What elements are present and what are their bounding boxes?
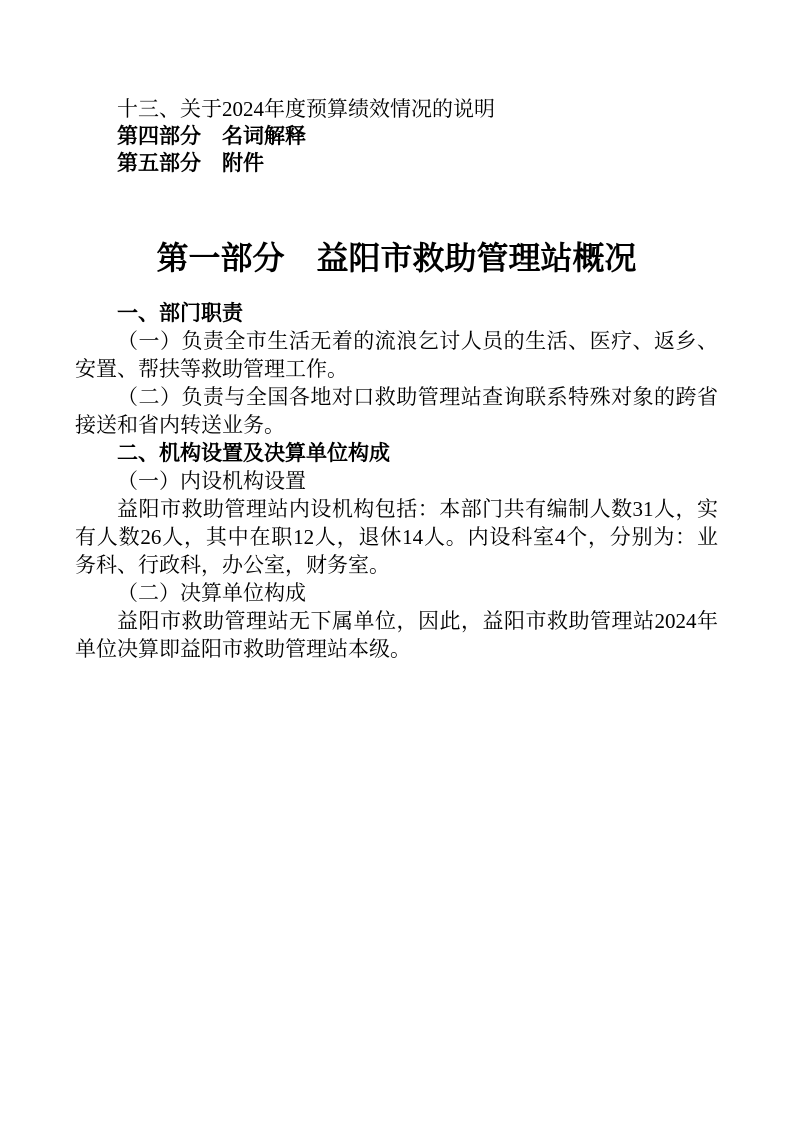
subsection-heading-1: 一、部门职责 xyxy=(117,301,243,325)
toc-line-item-13: 十三、关于2024年度预算绩效情况的说明 xyxy=(117,97,495,121)
section-body xyxy=(75,299,718,663)
paragraph-line: （二）负责与全国各地对口救助管理站查询联系特殊对象的跨省 xyxy=(117,385,718,409)
paragraph-line: 益阳市救助管理站无下属单位，因此，益阳市救助管理站2024年 xyxy=(117,609,718,633)
table-of-contents-fragment xyxy=(75,96,718,177)
toc-line-part-5: 第五部分 附件 xyxy=(117,151,264,175)
section-title: 第一部分 益阳市救助管理站概况 xyxy=(156,240,637,276)
paragraph-line: 益阳市救助管理站内设机构包括：本部门共有编制人数31人，实 xyxy=(117,497,718,521)
paragraph-line: （一）内设机构设置 xyxy=(117,469,306,493)
paragraph-line: 接送和省内转送业务。 xyxy=(75,413,285,437)
subsection-heading-2: 二、机构设置及决算单位构成 xyxy=(117,441,390,465)
paragraph-line: 务科、行政科，办公室，财务室。 xyxy=(75,553,390,577)
paragraph-line: （二）决算单位构成 xyxy=(117,581,306,605)
paragraph-line: 安置、帮扶等救助管理工作。 xyxy=(75,357,348,381)
paragraph-line: 单位决算即益阳市救助管理站本级。 xyxy=(75,637,411,661)
toc-line-part-4: 第四部分 名词解释 xyxy=(117,124,306,148)
paragraph-line: 有人数26人，其中在职12人，退休14人。内设科室4个，分别为：业 xyxy=(75,525,718,549)
paragraph-line: （一）负责全市生活无着的流浪乞讨人员的生活、医疗、返乡、 xyxy=(117,329,718,353)
